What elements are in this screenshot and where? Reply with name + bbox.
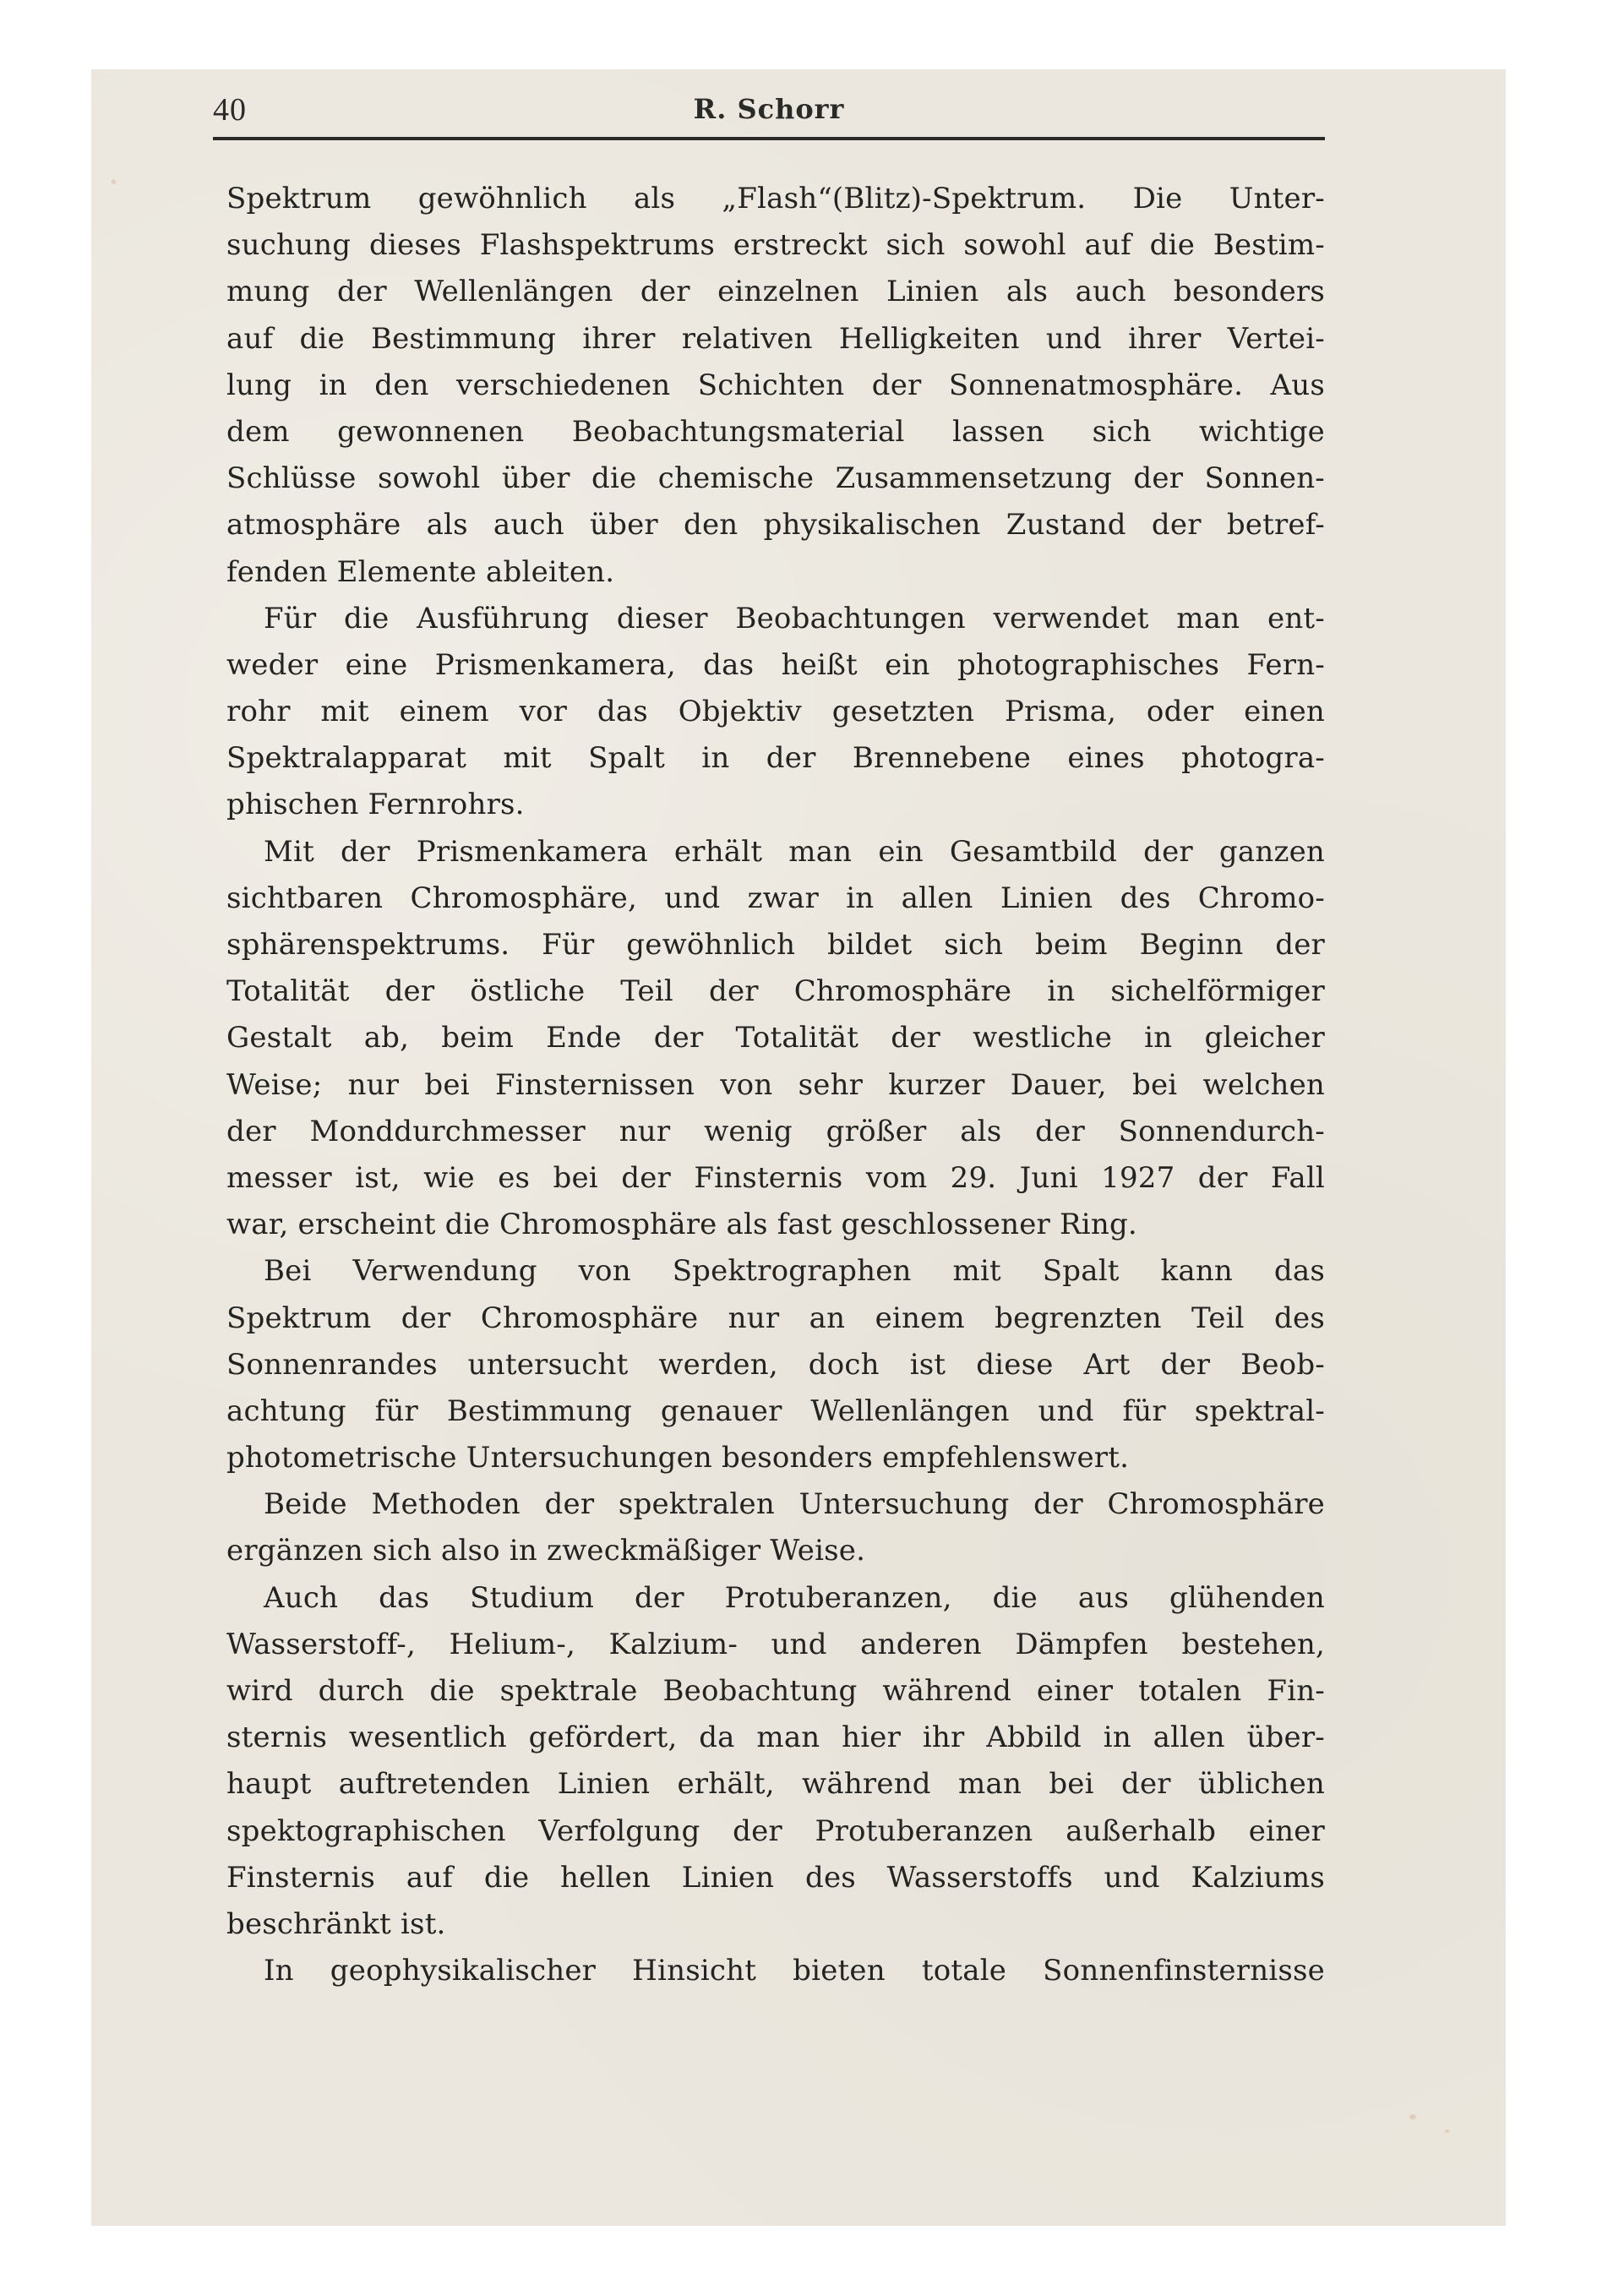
- text-line: sternis wesentlich gefördert, da man hier ihr Abbild in allen über-: [226, 1721, 1325, 1755]
- paragraph: [226, 1248, 1325, 1481]
- text-line: photometrische Untersuchungen besonders empfehlenswert.: [226, 1441, 1130, 1475]
- text-line: haupt auftretenden Linien erhält, während man bei der üblichen: [226, 1767, 1325, 1802]
- text-line: ergänzen sich also in zweckmäßiger Weise.: [226, 1534, 866, 1568]
- paragraph: [226, 1948, 1325, 1994]
- text-line: Spektralapparat mit Spalt in der Brennebene eines photogra-: [226, 741, 1325, 776]
- text-line: beschränkt ist.: [226, 1906, 446, 1941]
- text-line: sichtbaren Chromosphäre, und zwar in allen Linien des Chromo-: [226, 881, 1325, 915]
- text-line: Totalität der östliche Teil der Chromosphäre in sichelförmiger: [226, 974, 1325, 1009]
- text-line: war, erscheint die Chromosphäre als fast geschlossener Ring.: [226, 1208, 1137, 1242]
- text-line: Wasserstoff-, Helium-, Kalzium- und anderen Dämpfen bestehen,: [226, 1627, 1325, 1661]
- running-head-author: R. Schorr: [693, 93, 845, 125]
- text-line: suchung dieses Flashspektrums erstreckt sich sowohl auf die Bestim-: [226, 228, 1325, 263]
- page-number: 40: [213, 92, 247, 128]
- text-line: Beide Methoden der spektralen Untersuchung der Chromosphäre: [264, 1487, 1325, 1522]
- text-line: atmosphäre als auch über den physikalischen Zustand der betref-: [226, 508, 1325, 543]
- text-line: wird durch die spektrale Beobachtung während einer totalen Fin-: [226, 1674, 1325, 1708]
- paragraph: [226, 1575, 1325, 1949]
- text-line: Bei Verwendung von Spektrographen mit Spalt kann das: [264, 1254, 1325, 1289]
- text-line: Mit der Prismenkamera erhält man ein Gesamtbild der ganzen: [264, 834, 1325, 869]
- text-line: achtung für Bestimmung genauer Wellenlängen und für spektral-: [226, 1393, 1325, 1428]
- text-line: fenden Elemente ableiten.: [226, 554, 615, 589]
- paper-blemish: [1409, 2114, 1416, 2119]
- text-line: auf die Bestimmung ihrer relativen Helligkeiten und ihrer Vertei-: [226, 321, 1325, 356]
- text-line: messer ist, wie es bei der Finsternis vom 29. Juni 1927 der Fall: [226, 1160, 1325, 1195]
- header-rule: [213, 137, 1325, 140]
- text-line: Spektrum gewöhnlich als „Flash“(Blitz)-Spektrum. Die Unter-: [226, 182, 1325, 215]
- paragraph: [226, 1481, 1325, 1574]
- text-line: rohr mit einem vor das Objektiv gesetzten Prisma, oder einen: [226, 695, 1325, 729]
- text-line: phischen Fernrohrs.: [226, 788, 525, 822]
- text-line: Für die Ausführung dieser Beobachtungen verwendet man ent-: [264, 601, 1325, 635]
- text-line: Spektrum der Chromosphäre nur an einem begrenzten Teil des: [226, 1301, 1325, 1335]
- paragraph: [226, 829, 1325, 1249]
- paragraph: [226, 176, 1325, 596]
- text-line: Schlüsse sowohl über die chemische Zusammensetzung der Sonnen-: [226, 461, 1325, 496]
- paper-blemish: [112, 179, 116, 184]
- text-line: dem gewonnenen Beobachtungsmaterial lassen sich wichtige: [226, 414, 1325, 449]
- text-line: Sonnenrandes untersucht werden, doch ist diese Art der Beob-: [226, 1347, 1325, 1382]
- text-line: Auch das Studium der Protuberanzen, die aus glühenden: [264, 1580, 1325, 1615]
- paragraph: [226, 596, 1325, 829]
- text-line: sphärenspektrums. Für gewöhnlich bildet sich beim Beginn der: [226, 928, 1325, 962]
- text-line: spektographischen Verfolgung der Protuberanzen außerhalb einer: [226, 1813, 1325, 1848]
- text-line: weder eine Prismenkamera, das heißt ein photographisches Fern-: [226, 647, 1325, 682]
- text-line: lung in den verschiedenen Schichten der Sonnenatmosphäre. Aus: [226, 368, 1325, 402]
- text-line: In geophysikalischer Hinsicht bieten totale Sonnenfinsternisse: [264, 1954, 1325, 1988]
- paper-blemish: [1445, 2130, 1449, 2133]
- text-line: Finsternis auf die hellen Linien des Wasserstoffs und Kalziums: [226, 1860, 1325, 1895]
- text-line: der Monddurchmesser nur wenig größer als der Sonnendurch-: [226, 1114, 1325, 1148]
- running-head: [213, 85, 1325, 135]
- text-line: Weise; nur bei Finsternissen von sehr kurzer Dauer, bei welchen: [226, 1067, 1325, 1102]
- text-line: mung der Wellenlängen der einzelnen Linien als auch besonders: [226, 275, 1325, 309]
- text-line: Gestalt ab, beim Ende der Totalität der westliche in gleicher: [226, 1021, 1325, 1055]
- body-text: [226, 176, 1325, 1994]
